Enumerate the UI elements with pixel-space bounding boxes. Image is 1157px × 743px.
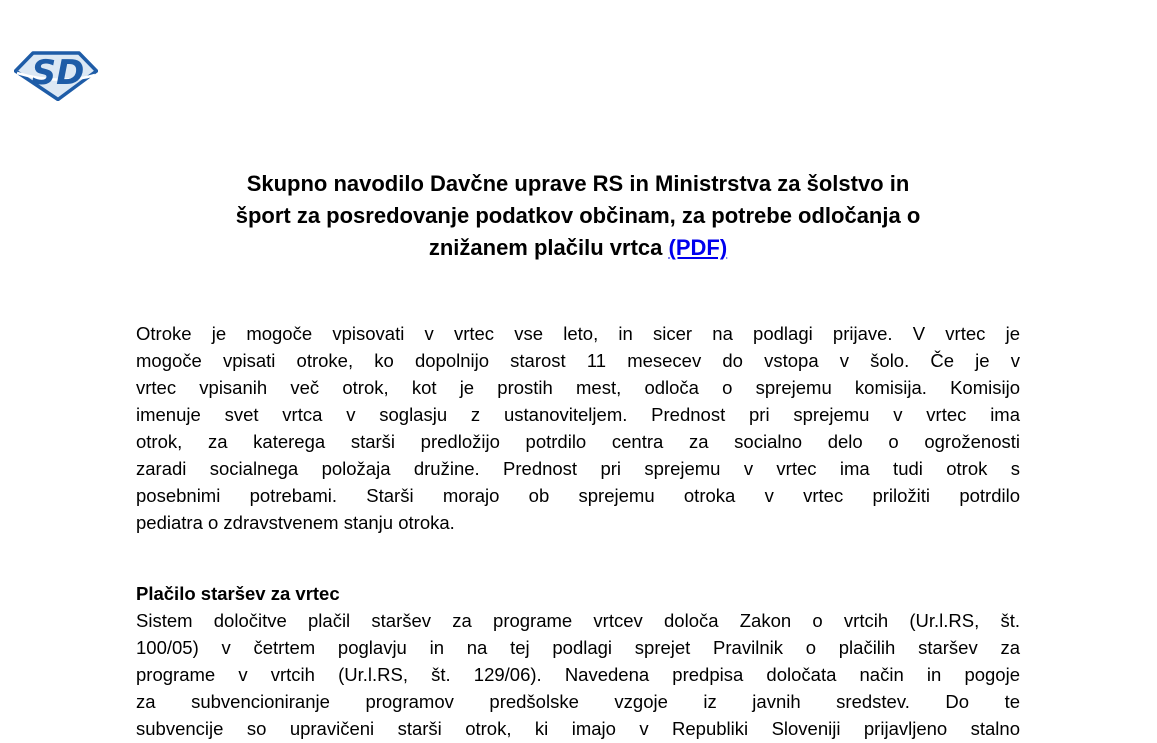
text-line: 100/05) v četrtem poglavju in na tej podlagi sprejet Pravilnik o plačilih staršev za xyxy=(136,637,1020,658)
document-title xyxy=(136,168,1020,264)
sd-shield-logo[interactable] xyxy=(14,51,98,101)
text-line: subvencije so upravičeni starši otrok, ki imajo v Republiki Sloveniji prijavljeno stalno xyxy=(136,718,1020,739)
intro-paragraph xyxy=(136,320,1020,536)
logo-letters: SD xyxy=(31,53,85,93)
text-line: za subvencioniranje programov predšolske vzgoje iz javnih sredstev. Do te xyxy=(136,691,1020,712)
text-line: imenuje svet vrtca v soglasju z ustanoviteljem. Prednost pri sprejemu v vrtec ima xyxy=(136,404,1020,425)
text-line: Otroke je mogoče vpisovati v vrtec vse leto, in sicer na podlagi prijave. V vrtec je xyxy=(136,323,1020,344)
text-line: Sistem določitve plačil staršev za programe vrtcev določa Zakon o vrtcih (Ur.l.RS, št. xyxy=(136,610,1020,631)
section-heading: Plačilo staršev za vrtec xyxy=(136,583,340,604)
title-line-3 xyxy=(136,232,1020,264)
text-line: pediatra o zdravstvenem stanju otroka. xyxy=(136,512,455,533)
payment-paragraph xyxy=(136,607,1020,742)
text-line: posebnimi potrebami. Starši morajo ob sprejemu otroka v vrtec priložiti potrdilo xyxy=(136,485,1020,506)
text-line: mogoče vpisati otroke, ko dopolnijo starost 11 mesecev do vstopa v šolo. Če je v xyxy=(136,350,1020,371)
text-line: vrtec vpisanih več otrok, kot je prostih mest, odloča o sprejemu komisija. Komisijo xyxy=(136,377,1020,398)
title-line-2: šport za posredovanje podatkov občinam, za potrebe odločanja o xyxy=(235,203,921,228)
text-line: programe v vrtcih (Ur.l.RS, št. 129/06). Navedena predpisa določata način in pogoje xyxy=(136,664,1020,685)
document-body xyxy=(136,0,1020,742)
text-line: otrok, za katerega starši predložijo potrdilo centra za socialno delo o ogroženosti xyxy=(136,431,1020,452)
pdf-link[interactable]: (PDF) xyxy=(668,235,728,260)
title-line-3-text: znižanem plačilu vrtca xyxy=(428,235,663,260)
text-line: zaradi socialnega položaja družine. Prednost pri sprejemu v vrtec ima tudi otrok s xyxy=(136,458,1020,479)
title-line-1: Skupno navodilo Davčne uprave RS in Ministrstva za šolstvo in xyxy=(246,171,910,196)
sd-shield-logo-icon xyxy=(14,51,98,101)
